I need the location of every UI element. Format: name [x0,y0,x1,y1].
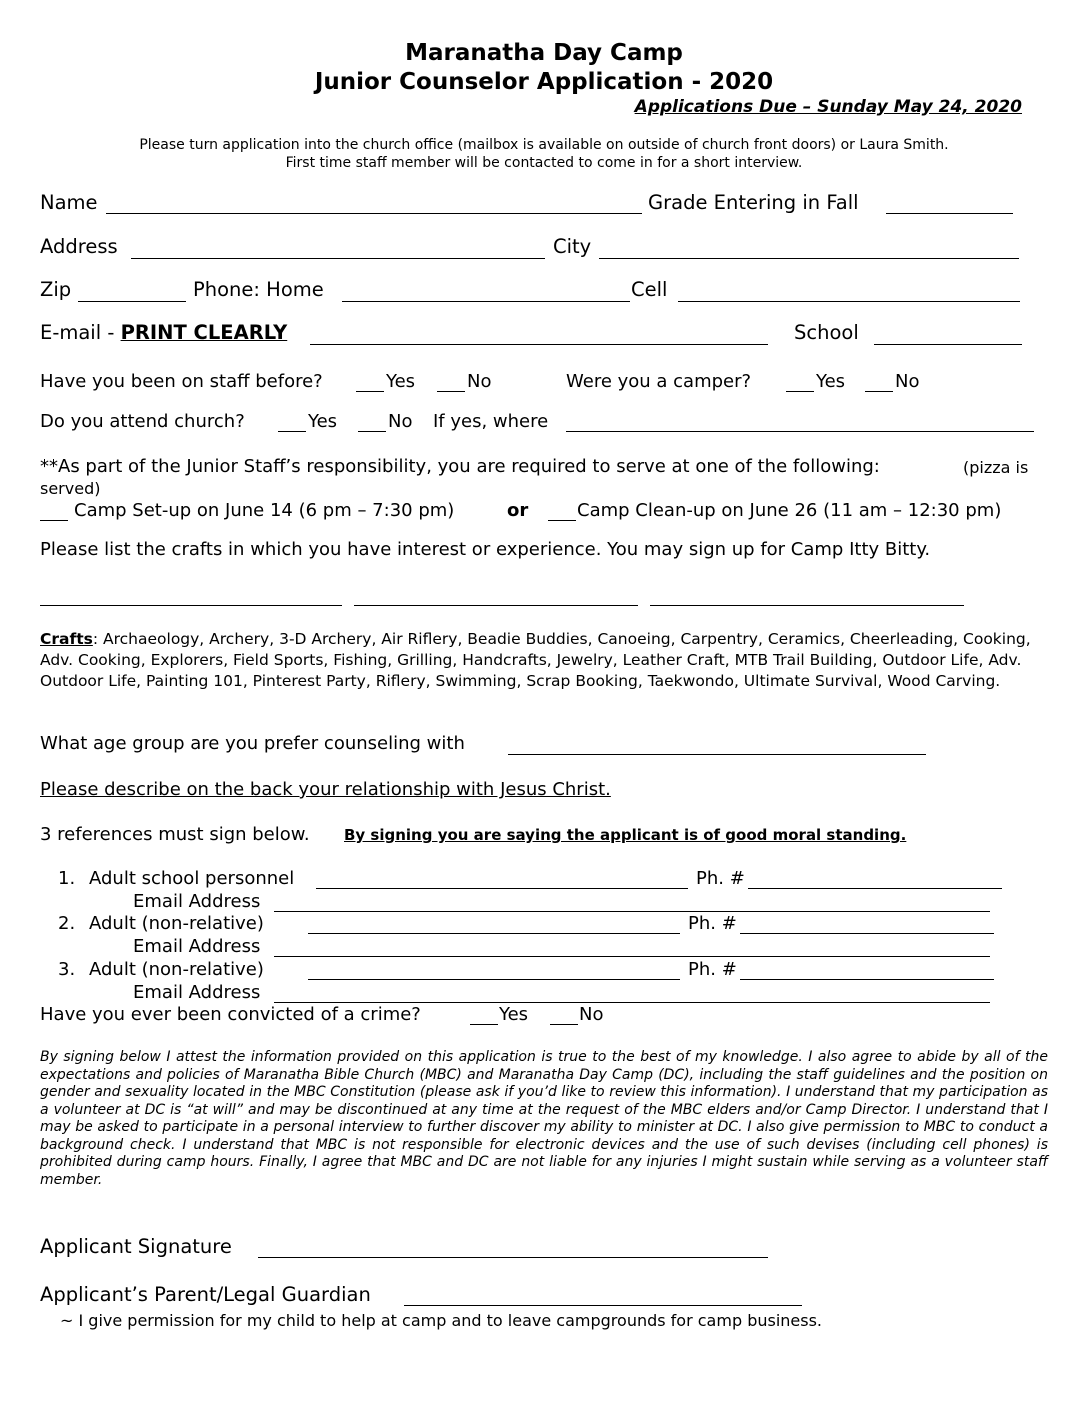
reference-3-signature-field[interactable] [308,979,680,980]
reference-2-label: Adult (non-relative) [89,913,264,934]
address-field[interactable] [131,258,545,259]
reference-2-phone-label: Ph. # [688,913,737,934]
legal-statement: By signing below I attest the information provided on this application is true to the best of my knowledge. I also agree to abide by all of the expectations and policies of Maranatha Bible Church (MBC) and Maranatha Day Camp (DC), including the staff guidelines and the position on gender and sexuality located in the MBC Constitution (please ask if you’d like to review this information). I understand that my participation as a volunteer at DC is “at will” and may be discontinued at any time at the request of the MBC elders and/or Camp Director. I understand that I may be asked to participate in a personal interview to further discover my ability to minister at DC. I also give permission to MBC to conduct a background check. I understand that MBC is not responsible for electronic devices and the use of such devises (including cell phones) is prohibited during camp hours. Finally, I agree that MBC and DC are not liable for any injuries I might sustain while serving as a volunteer staff member. [40,1049,1048,1188]
setup-blank[interactable] [40,520,68,521]
reference-2-email-label: Email Address [133,936,261,957]
due-date: Applications Due – Sunday May 24, 2020 [634,97,1022,117]
references-intro: 3 references must sign below. [40,824,310,845]
reference-3-number: 3. [58,959,76,980]
email-label: E-mail - PRINT CLEARLY [40,321,288,344]
cell-field[interactable] [678,301,1020,302]
city-label: City [553,235,592,258]
grade-field[interactable] [886,213,1013,214]
church-yes-label: Yes [308,411,338,432]
reference-2-phone-field[interactable] [740,933,994,934]
reference-1-phone-label: Ph. # [696,868,745,889]
age-group-question: What age group are you prefer counseling with [40,733,465,754]
crime-no-blank[interactable] [550,1024,578,1025]
reference-3-label: Adult (non-relative) [89,959,264,980]
reference-3-email-field[interactable] [274,1002,990,1003]
pizza-note: served) [40,479,101,498]
age-group-field[interactable] [508,754,926,755]
church-where-label: If yes, where [433,411,549,432]
cleanup-blank[interactable] [548,520,576,521]
reference-3-phone-field[interactable] [740,979,994,980]
zip-label: Zip [40,278,72,301]
camper-no-blank[interactable] [865,391,893,392]
staff-before-question: Have you been on staff before? [40,371,323,392]
cell-label: Cell [631,278,668,301]
setup-option: Camp Set-up on June 14 (6 pm – 7:30 pm) [74,500,455,521]
crafts-prompt: Please list the crafts in which you have interest or experience. You may sign up for Camp Itty Bitty. [40,539,931,560]
responsibility-text: **As part of the Junior Staff’s responsibility, you are required to serve at one of the following: [40,456,880,477]
camper-yes-label: Yes [816,371,846,392]
city-field[interactable] [599,258,1019,259]
address-label: Address [40,235,118,258]
crime-question: Have you ever been convicted of a crime? [40,1004,421,1025]
craft-field-3[interactable] [650,605,964,606]
reference-2-email-field[interactable] [274,956,990,957]
applicant-signature-field[interactable] [258,1257,768,1258]
crafts-list: Crafts: Archaeology, Archery, 3-D Archery, Air Riflery, Beadie Buddies, Canoeing, Carpentry, Ceramics, Cheerleading, Cooking, Adv. Cooking, Explorers, Field Sports, Fishing, Grilling, Handcrafts, Jewelry, Leather Craft, MTB Trail Building, Outdoor Life, Adv. Outdoor Life, Painting 101, Pinterest Party, Riflery, Swimming, Scrap Booking, Taekwondo, Ultimate Survival, Wood Carving. [40,630,1031,690]
craft-field-1[interactable] [40,605,342,606]
name-label: Name [40,191,98,214]
reference-2-number: 2. [58,913,76,934]
email-field[interactable] [310,344,768,345]
intro-line-2: First time staff member will be contacted to come in for a short interview. [285,155,803,171]
school-field[interactable] [874,344,1022,345]
camper-yes-blank[interactable] [786,391,814,392]
crime-yes-blank[interactable] [470,1024,498,1025]
crime-yes-label: Yes [499,1004,529,1025]
phone-home-label: Phone: Home [193,278,324,301]
camper-no-label: No [895,371,920,392]
church-question: Do you attend church? [40,411,245,432]
reference-2-signature-field[interactable] [308,933,680,934]
reference-1-signature-field[interactable] [316,888,688,889]
church-yes-blank[interactable] [278,431,306,432]
camper-question: Were you a camper? [566,371,752,392]
reference-3-email-label: Email Address [133,982,261,1003]
zip-field[interactable] [78,301,186,302]
form-title: Maranatha Day Camp [405,40,683,66]
church-where-field[interactable] [566,431,1034,432]
permission-statement: ~ I give permission for my child to help at camp and to leave campgrounds for camp business. [60,1311,823,1330]
church-no-label: No [388,411,413,432]
parent-signature-label: Applicant’s Parent/Legal Guardian [40,1283,371,1306]
reference-3-phone-label: Ph. # [688,959,737,980]
grade-label: Grade Entering in Fall [648,191,859,214]
describe-instruction: Please describe on the back your relationship with Jesus Christ. [40,779,611,800]
print-clearly-note: PRINT CLEARLY [120,321,288,344]
form-subtitle: Junior Counselor Application - 2020 [314,69,774,95]
crime-no-label: No [579,1004,604,1025]
church-no-blank[interactable] [358,431,386,432]
pizza-note-part: (pizza is [963,458,1029,477]
reference-1-email-label: Email Address [133,891,261,912]
staff-before-no-label: No [467,371,492,392]
reference-1-label: Adult school personnel [89,868,295,889]
staff-before-no-blank[interactable] [437,391,465,392]
parent-signature-field[interactable] [404,1305,802,1306]
phone-home-field[interactable] [342,301,630,302]
applicant-signature-label: Applicant Signature [40,1235,232,1258]
cleanup-option: Camp Clean-up on June 26 (11 am – 12:30 pm) [577,500,1002,521]
intro-line-1: Please turn application into the church office (mailbox is available on outside of church front doors) or Laura Smith. [139,137,949,153]
references-note: By signing you are saying the applicant is of good moral standing. [344,826,907,844]
reference-1-email-field[interactable] [274,911,990,912]
reference-1-number: 1. [58,868,76,889]
staff-before-yes-blank[interactable] [356,391,384,392]
reference-1-phone-field[interactable] [748,888,1002,889]
staff-before-yes-label: Yes [386,371,416,392]
name-field[interactable] [106,213,642,214]
or-text: or [507,500,529,521]
craft-field-2[interactable] [354,605,638,606]
school-label: School [794,321,859,344]
